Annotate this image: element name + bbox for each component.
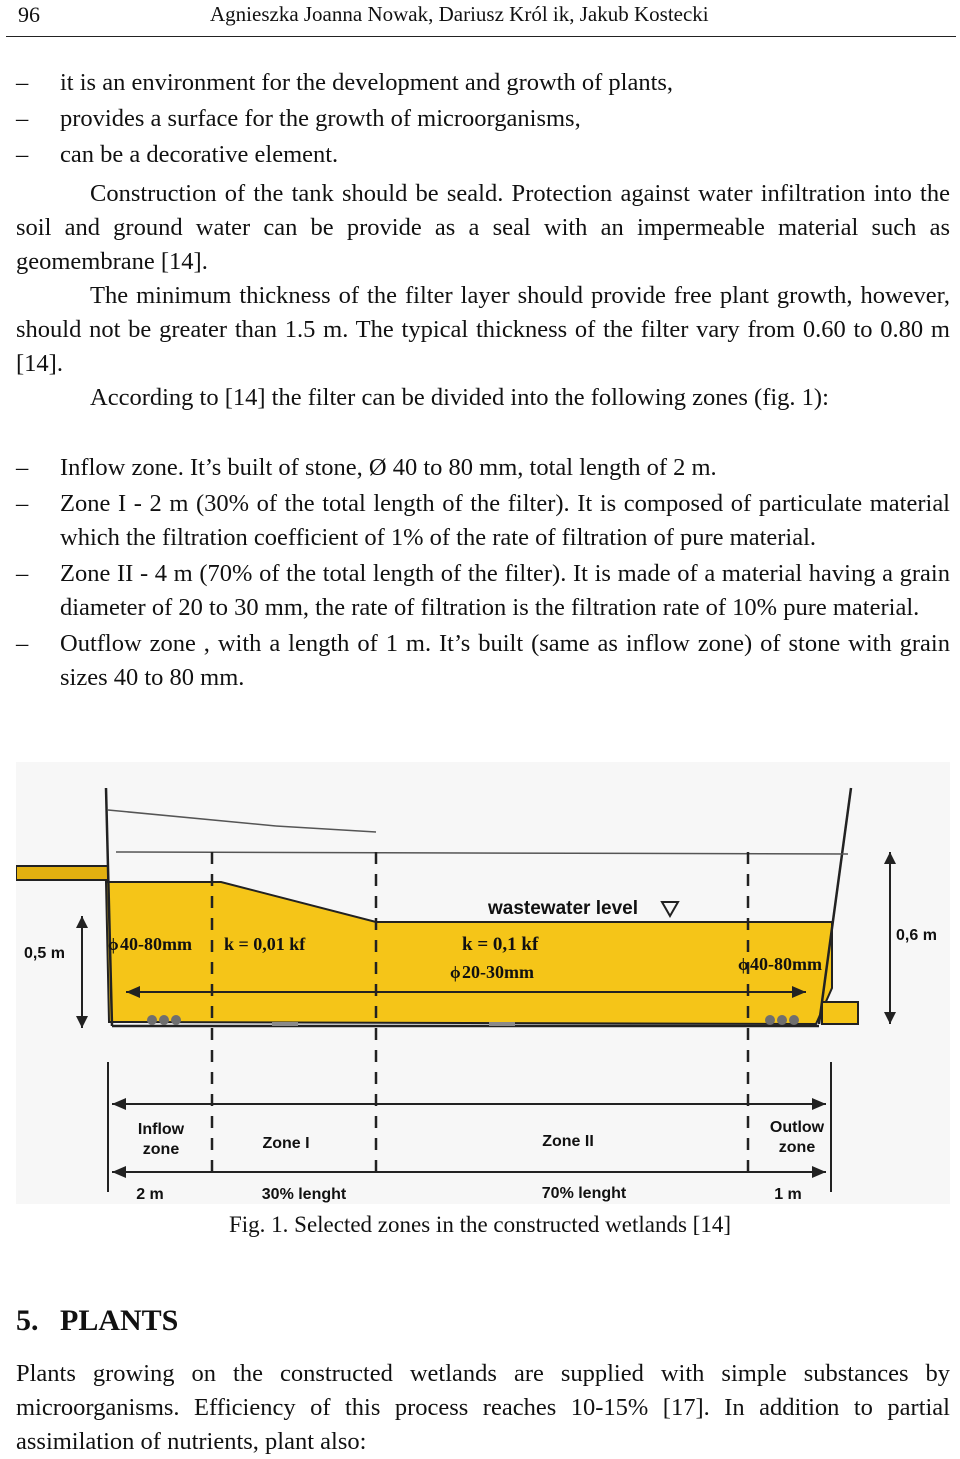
label-inflow-grain: 40-80mm xyxy=(120,934,192,954)
label-zone2-grain: 20-30mm xyxy=(462,962,534,982)
label-depth-right: 0,6 m xyxy=(896,927,937,944)
stone-dot xyxy=(765,1015,775,1025)
label-zone2: Zone II xyxy=(542,1133,594,1150)
inflow-pipe xyxy=(16,866,108,880)
outflow-pipe xyxy=(822,1002,858,1024)
label-depth-left: 0,5 m xyxy=(24,945,65,962)
phi-symbol: ϕ xyxy=(738,955,749,974)
label-outflow-zone-1: Outlow xyxy=(769,1119,825,1136)
zone-item xyxy=(16,627,950,695)
bullet-text: provides a surface for the growth of microorganisms, xyxy=(60,105,581,132)
bullet-item xyxy=(16,102,950,138)
stone-dot xyxy=(777,1015,787,1025)
figure-caption: Fig. 1. Selected zones in the constructed wetlands [14] xyxy=(228,1212,732,1237)
bullet-text: it is an environment for the development and growth of plants, xyxy=(60,69,674,96)
gravel-mark xyxy=(489,1022,515,1026)
paragraph-thickness: The minimum thickness of the filter layer should provide free plant growth, however, should not be greater than 1.5 m. The typical thickness of the filter vary from 0.60 to 0.80 m [14]. xyxy=(16,282,950,377)
zone-text: Zone II - 4 m (70% of the total length of the filter). It is made of a material having a grain diameter of 20 to 30 mm, the rate of filtration is the filtration rate of 10% pure material. xyxy=(60,560,950,621)
header-rule xyxy=(6,36,956,37)
running-head-authors: Agnieszka Joanna Nowak, Dariusz Król ik, Jakub Kostecki xyxy=(210,2,709,26)
dash-mark: – xyxy=(16,141,29,168)
dash-mark: – xyxy=(16,560,29,587)
dash-mark: – xyxy=(16,69,29,96)
label-outflow-grain: 40-80mm xyxy=(750,954,822,974)
stone-dot xyxy=(789,1015,799,1025)
page-number: 96 xyxy=(18,2,40,27)
phi-symbol: ϕ xyxy=(450,963,461,982)
section-title: PLANTS xyxy=(60,1304,179,1337)
section-number: 5. xyxy=(16,1304,39,1337)
stone-dot xyxy=(159,1015,169,1025)
stone-dot xyxy=(147,1015,157,1025)
wetland-diagram xyxy=(16,762,950,1204)
label-inflow-length: 2 m xyxy=(136,1186,164,1203)
stone-dot xyxy=(171,1015,181,1025)
paragraph-zones-intro: According to [14] the filter can be divided into the following zones (fig. 1): xyxy=(90,384,829,411)
zone-item xyxy=(16,487,950,555)
figure-wetland-zones xyxy=(16,762,950,1204)
label-wastewater-level: wastewater level xyxy=(488,898,638,919)
paragraph-construction: Construction of the tank should be seald. Protection against water infiltration into the soil and ground water can be provide as a seal with an impermeable material such as geomembrane [14]. xyxy=(16,180,950,275)
label-zone2-length: 70% lenght xyxy=(541,1185,627,1202)
dash-mark: – xyxy=(16,630,29,657)
page-header xyxy=(0,0,960,40)
zone-text: Inflow zone. It’s built of stone, Ø 40 to 80 mm, total length of 2 m. xyxy=(60,454,717,481)
dash-mark: – xyxy=(16,454,29,481)
paragraph-plants: Plants growing on the constructed wetlands are supplied with simple substances by microorganisms. Efficiency of this process reaches 10-15% [17]. In addition to partial assimilation of nutrients, plant also: xyxy=(16,1360,950,1455)
label-zone2-k: k = 0,1 kf xyxy=(462,934,539,955)
zone-text: Outflow zone , with a length of 1 m. It’s built (same as inflow zone) of stone with grain sizes 40 to 80 mm. xyxy=(60,630,950,691)
bullet-text: can be a decorative element. xyxy=(60,141,339,168)
label-zone1: Zone I xyxy=(262,1135,310,1152)
label-zone1-k: k = 0,01 kf xyxy=(224,934,306,954)
label-inflow-zone-1: Inflow xyxy=(137,1121,185,1138)
label-inflow-zone-2: zone xyxy=(142,1141,180,1158)
zone-text: Zone I - 2 m (30% of the total length of the filter). It is composed of particulate material which the filtration coefficient of 1% of the rate of filtration of pure material. xyxy=(60,490,950,551)
bullet-item xyxy=(16,66,950,102)
zone-item xyxy=(16,451,950,485)
dash-mark: – xyxy=(16,105,29,132)
dash-mark: – xyxy=(16,490,29,517)
gravel-mark xyxy=(272,1022,298,1026)
bullet-item xyxy=(16,138,950,174)
label-outflow-zone-2: zone xyxy=(778,1139,816,1156)
section-heading xyxy=(16,1304,178,1338)
label-outflow-length: 1 m xyxy=(774,1186,802,1203)
phi-symbol: ϕ xyxy=(108,935,119,954)
zone-item xyxy=(16,557,950,625)
zones-list xyxy=(16,451,950,695)
label-zone1-length: 30% lenght xyxy=(261,1186,347,1203)
bullets-top xyxy=(16,66,950,174)
